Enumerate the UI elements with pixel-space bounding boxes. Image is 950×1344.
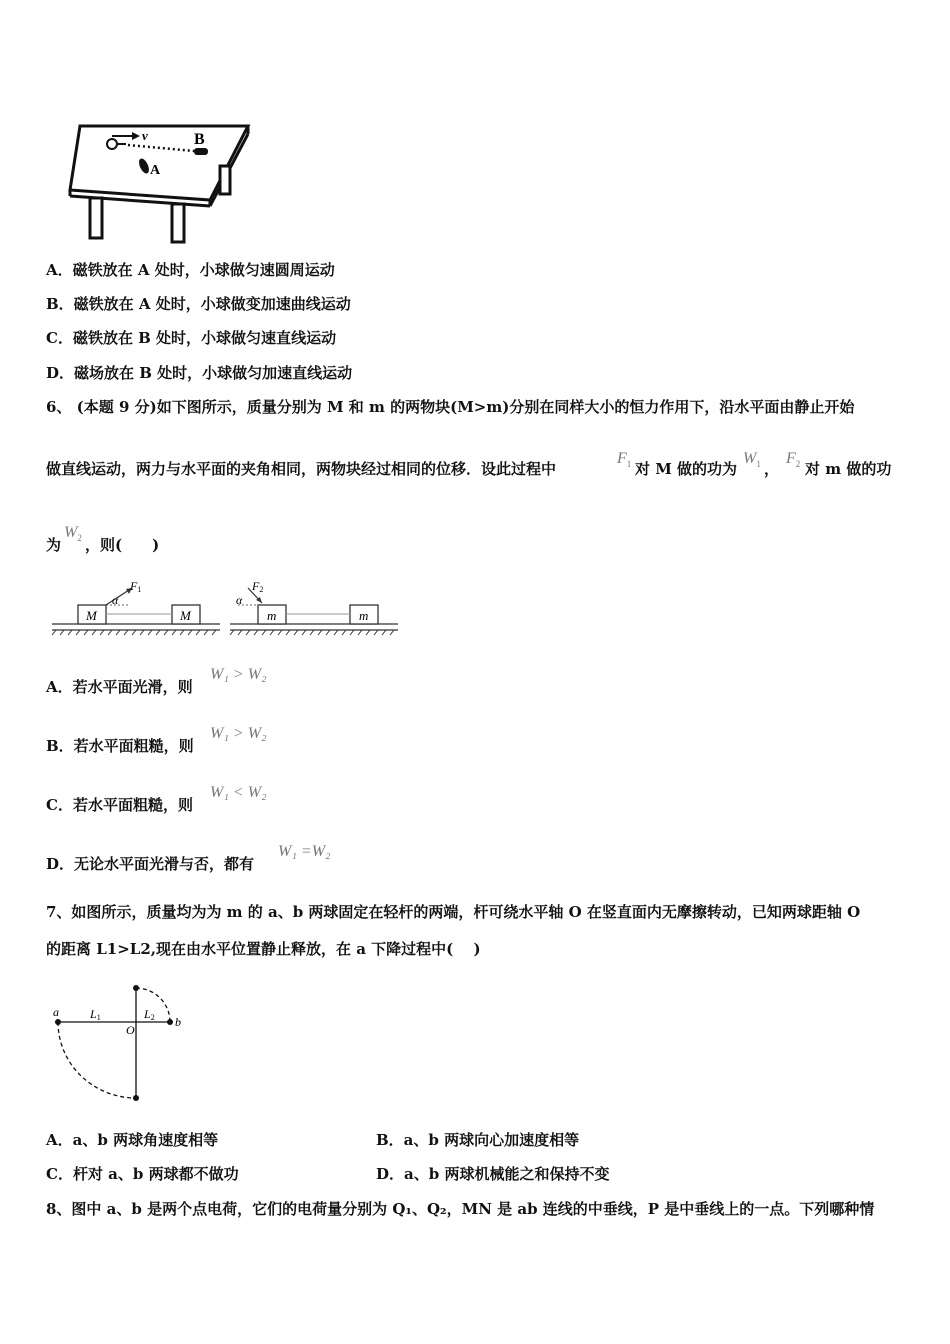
label-a: A xyxy=(150,163,161,178)
q6-option-d: D．无论水平面光滑与否，都有 xyxy=(46,855,255,873)
q6-option-c: C．若水平面粗糙，则 xyxy=(46,796,193,814)
q7-option-d: D．a、b 两球机械能之和保持不变 xyxy=(376,1165,610,1183)
svg-text:m: m xyxy=(267,608,277,623)
q6-stem-line3b: ，则( ) xyxy=(85,536,160,554)
q6-option-d-math: W₁ =W₂ xyxy=(278,843,331,860)
q7-option-b: B．a、b 两球向心加速度相等 xyxy=(376,1131,580,1149)
q6-stem-line1: 6、 (本题 9 分)如下图所示，质量分别为 M 和 m 的两物块(M>m)分别在同样大小的恒力作用下，沿水平面由静止开始 xyxy=(46,398,855,416)
q6-option-b: B．若水平面粗糙，则 xyxy=(46,737,194,755)
q8-stem-line1: 8、图中 a、b 是两个点电荷，它们的电荷量分别为 Q₁、Q₂，MN 是 ab 连线的中垂线，P 是中垂线上的一点。下列哪种情 xyxy=(46,1200,875,1218)
svg-text:m: m xyxy=(359,608,369,623)
q6-option-a-math: W₁ > W₂ xyxy=(210,666,267,683)
label-a: a xyxy=(53,1005,59,1019)
q5-option-b: B．磁铁放在 A 处时，小球做变加速曲线运动 xyxy=(46,295,351,313)
rotating-rod-figure xyxy=(48,980,194,1106)
ball xyxy=(107,139,117,149)
q6-sym-F1: $F_1$ xyxy=(617,450,632,470)
label-L1: L1 xyxy=(90,1007,101,1022)
label-alpha-1: α xyxy=(112,593,119,607)
ball-a xyxy=(55,1019,61,1025)
label-b: b xyxy=(175,1015,181,1029)
q6-sym-W2: $W_2$ xyxy=(64,524,82,544)
q6-stem-line2b: 对 M 做的功为 xyxy=(635,460,738,478)
q7-stem-line2: 的距离 L1>L2,现在由水平位置静止释放，在 a 下降过程中( ) xyxy=(46,940,481,958)
svg-text:M: M xyxy=(180,608,191,623)
q6-option-c-math: W₁ < W₂ xyxy=(210,784,267,801)
q5-option-a: A．磁铁放在 A 处时，小球做匀速圆周运动 xyxy=(46,261,335,279)
q6-option-a: A．若水平面光滑，则 xyxy=(46,678,193,696)
q6-stem-line3a: 为 xyxy=(46,536,62,554)
q6-sym-F2: $F_2$ xyxy=(786,450,801,470)
label-O: O xyxy=(126,1023,135,1037)
q6-stem-line2a: 做直线运动，两力与水平面的夹角相同，两物块经过相同的位移．设此过程中 xyxy=(46,460,557,478)
q7-option-a: A．a、b 两球角速度相等 xyxy=(46,1131,219,1149)
q7-option-c: C．杆对 a、b 两球都不做功 xyxy=(46,1165,239,1183)
q5-option-d: D．磁场放在 B 处时，小球做匀加速直线运动 xyxy=(46,364,353,382)
q6-stem-line2c: ， xyxy=(764,460,780,478)
q6-stem-line2d: 对 m 做的功 xyxy=(805,460,892,478)
label-v: v xyxy=(142,128,148,143)
label-F1: F1 xyxy=(130,579,142,594)
q7-stem-line1: 7、如图所示，质量均为为 m 的 a、b 两球固定在轻杆的两端，杆可绕水平轴 O 在竖直面内无摩擦转动，已知两球距轴 O xyxy=(46,903,861,921)
svg-text:M: M xyxy=(86,608,97,623)
blocks-force-figure xyxy=(48,578,404,636)
label-F2: F2 xyxy=(252,579,264,594)
ball-b xyxy=(167,1019,173,1025)
magnet-a xyxy=(137,157,151,175)
label-b: B xyxy=(194,131,205,148)
q6-option-b-math: W₁ > W₂ xyxy=(210,725,267,742)
q6-sym-W1: $W_1$ xyxy=(743,450,761,470)
magnet-b xyxy=(194,148,208,155)
q5-option-c: C．磁铁放在 B 处时，小球做匀速直线运动 xyxy=(46,329,337,347)
label-alpha-2: α xyxy=(236,593,243,607)
table-magnet-figure xyxy=(62,118,256,244)
label-L2: L2 xyxy=(144,1007,155,1022)
